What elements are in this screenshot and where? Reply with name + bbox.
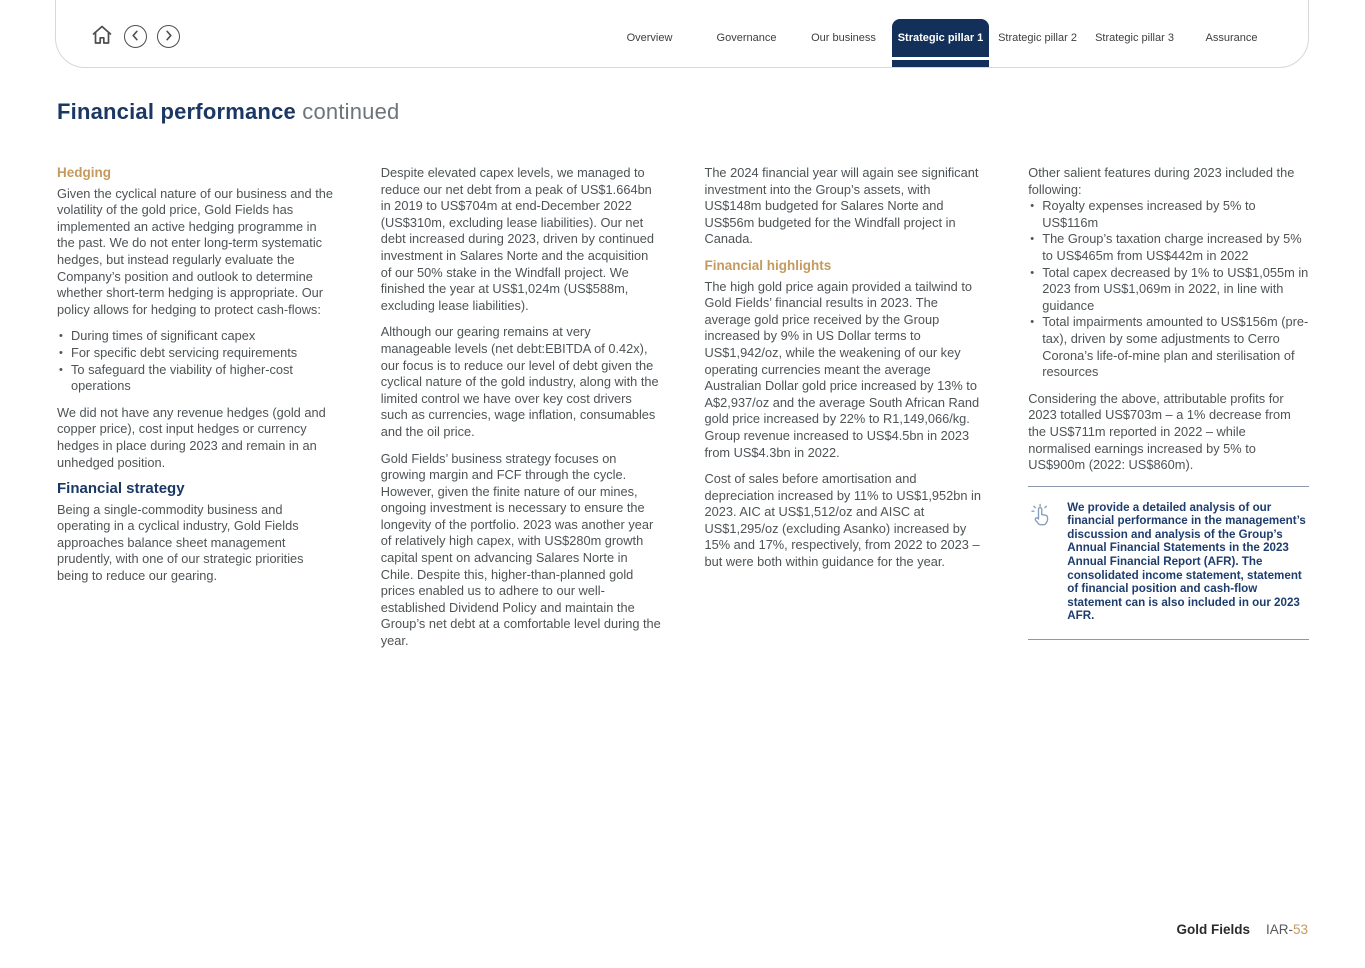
- tab-assurance[interactable]: Assurance: [1205, 32, 1258, 44]
- page-ref-prefix: IAR-: [1265, 922, 1293, 937]
- article-body: [57, 165, 1309, 660]
- list-item: • To safeguard the viability of higher-cost operations: [57, 362, 338, 395]
- list-item: • For specific debt servicing requirements: [57, 345, 338, 362]
- paragraph: Although our gearing remains at very manageable levels (net debt:EBITDA of 0.42x), our focus is to reduce our level of debt given the cyclical nature of the gold industry, along with the limited control we have over key cost drivers such as currencies, wage inflation, consumables and the oil price.: [380, 324, 659, 439]
- tab-our-business[interactable]: Our business: [811, 32, 876, 44]
- column-3: [705, 165, 986, 660]
- column-4: [1028, 165, 1309, 660]
- paragraph: Being a single-commodity business and operating in a cyclical industry, Gold Fields approaches balance sheet management prudently, with one of our strategic priorities being to reduce our gearing.: [57, 501, 304, 584]
- list-item: • During times of significant capex: [57, 328, 338, 345]
- salient-features-bullet-list: [1028, 198, 1309, 381]
- paragraph: The high gold price again provided a tailwind to Gold Fields’ financial results in 2023. The average gold price received by the Group increased by 9% in US Dollar terms to US$1,942/oz, while the weakening of our key operating currencies meant the average Australian Dollar gold price increased by 13% to A$2,937/oz and the average South African Rand gold price increased by 22% to R1,149,066/kg. Group revenue increased to US$4.5bn in 2023 from US$4.3bn in 2022.: [704, 278, 980, 460]
- column-1: [57, 165, 338, 660]
- page-reference: [1266, 922, 1308, 937]
- paragraph: The 2024 financial year will again see significant investment into the Group’s assets, with US$148m budgeted for Salares Norte and US$56m budgeted for the Windfall project in Canada.: [704, 165, 979, 247]
- page-title: [57, 99, 399, 125]
- chevron-left-icon: [130, 29, 141, 44]
- paragraph: Considering the above, attributable profits for 2023 totalled US$703m – a 1% decrease from the US$711m reported in 2022 – while normalised earnings increased by 5% to US$900m (2022: US$860m).: [1028, 390, 1291, 473]
- heading-financial-highlights: Financial highlights: [704, 257, 832, 273]
- tab-strategic-pillar-1[interactable]: Strategic pillar 1: [892, 19, 989, 57]
- tab-governance[interactable]: Governance: [716, 32, 777, 44]
- page-title-suffix: continued: [302, 99, 400, 124]
- paragraph: Cost of sales before amortisation and depreciation increased by 11% to US$1,952bn in 2023. AIC at US$1,512/oz and AISC at US$1,295/oz (excluding Asanko) increased by 15% and 17%, respectively, from 2022 to 2023 – but were both within guidance for the year.: [704, 471, 982, 570]
- callout-text: We provide a detailed analysis of our financial performance in the management’s discussion and analysis of the Group’s Annual Financial Statements in the 2023 Annual Financial Report (AFR). The consolidated income statement, statement of financial position and cash-flow statement can is also included in our 2023 AFR.: [1067, 500, 1306, 623]
- prev-page-button[interactable]: [124, 25, 147, 48]
- section-tabs: [601, 19, 1280, 57]
- page-number: 53: [1292, 922, 1308, 937]
- home-button[interactable]: [90, 23, 114, 50]
- brand-name: Gold Fields: [1176, 922, 1250, 937]
- paragraph: Despite elevated capex levels, we managed to reduce our net debt from a peak of US$1.664bn in 2019 to US$704m at end-December 2022 (US$310m, excluding lease liabilities). Our net debt increased during 2023, driven by continued investment in Salares Norte and the acquisition of our 50% stake in the Windfall project. We finished the year at US$1,024m (US$588m, excluding lease liabilities).: [380, 165, 654, 313]
- pointer-click-icon: [1028, 501, 1054, 534]
- paragraph: Other salient features during 2023 included the following:: [1028, 165, 1295, 197]
- tab-strategic-pillar-2[interactable]: Strategic pillar 2: [998, 32, 1077, 44]
- list-item: • Total capex decreased by 1% to US$1,055m in 2023 from US$1,069m in 2022, in line with guidance: [1028, 265, 1309, 315]
- heading-financial-strategy: Financial strategy: [57, 480, 185, 498]
- list-item: • Total impairments amounted to US$156m (pre-tax), driven by some adjustments to Cerro Corona’s life-of-mine plan and sterilisation of resources: [1028, 314, 1309, 380]
- heading-hedging: Hedging: [57, 165, 111, 180]
- paragraph: Gold Fields’ business strategy focuses on growing margin and FCF through the cycle. However, given the finite nature of our mines, ongoing investment is necessary to ensure the longevity of the portfolio. 2023 was another year of relatively high capex, with US$280m growth capital spent on advancing Salares Norte in Chile. Despite this, higher-than-planned gold prices enabled us to adhere to our well-established Dividend Policy and maintain the Group’s net debt at a comfortable level during the year.: [380, 450, 661, 649]
- nav-icon-group: [90, 23, 180, 50]
- paragraph: We did not have any revenue hedges (gold and copper price), cost input hedges or currency hedges in place during 2023 and remain in an unhedged position.: [57, 404, 326, 470]
- home-icon: [90, 23, 114, 50]
- column-2: [381, 165, 662, 660]
- page-footer: [1176, 922, 1308, 937]
- list-item: • The Group’s taxation charge increased by 5% to US$465m from US$442m in 2022: [1028, 231, 1309, 264]
- hedging-bullet-list: [57, 328, 338, 394]
- top-navigation-bar: [55, 0, 1309, 68]
- tab-strategic-pillar-3[interactable]: Strategic pillar 3: [1095, 32, 1174, 44]
- page-title-main: Financial performance: [57, 99, 296, 124]
- list-item: • Royalty expenses increased by 5% to US$116m: [1028, 198, 1309, 231]
- afr-reference-callout[interactable]: [1028, 486, 1309, 640]
- chevron-right-icon: [163, 29, 174, 44]
- tab-overview[interactable]: Overview: [626, 32, 673, 44]
- paragraph: Given the cyclical nature of our business and the volatility of the gold price, Gold Fields has implemented an active hedging programme in the past. We do not enter long-term systematic hedges, but instead regularly evaluate the Company’s position and outlook to determine whether short-term hedging is appropriate. Our policy allows for hedging to protect cash-flows:: [57, 185, 334, 317]
- next-page-button[interactable]: [157, 25, 180, 48]
